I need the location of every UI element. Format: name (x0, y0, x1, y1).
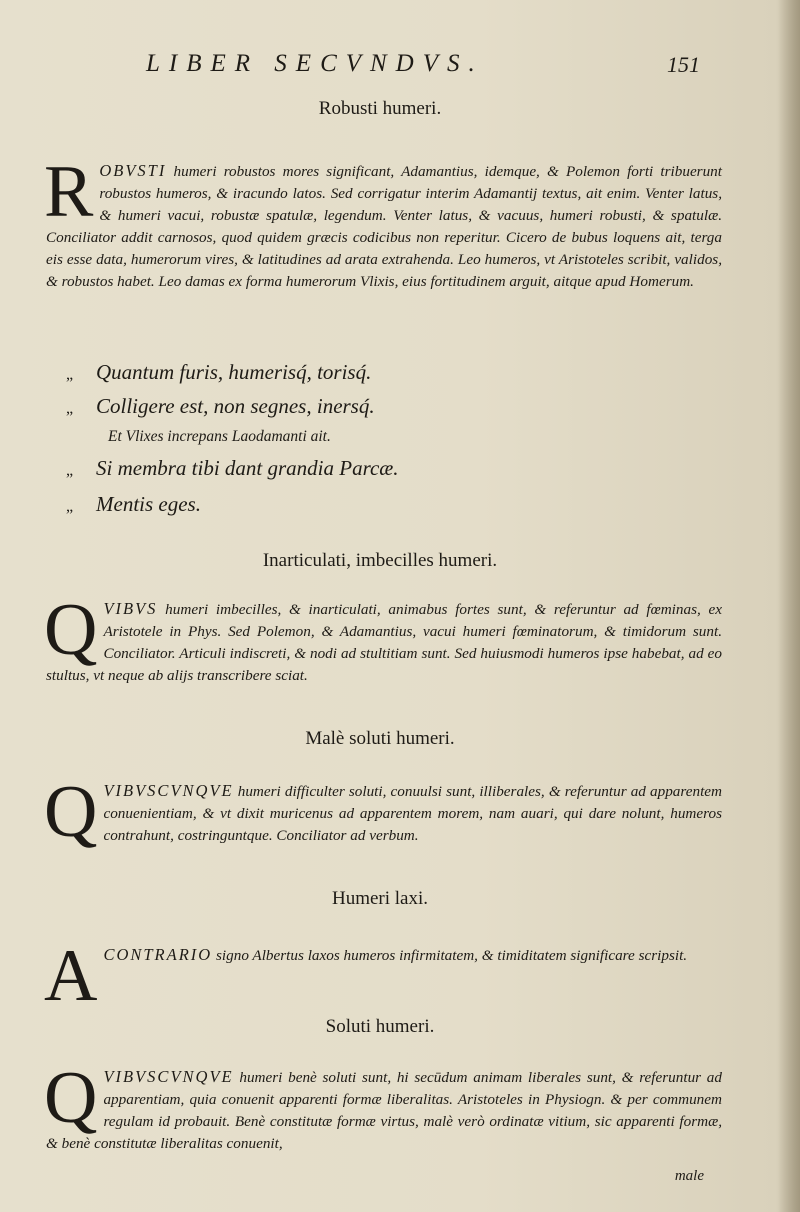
running-head (140, 50, 700, 80)
drop-cap: Q (44, 771, 98, 853)
paragraph-text: humeri benè soluti sunt, hi secūdum animam liberales sunt, & referuntur ad apparentiam, quia conuenit apparenti formæ liberalitas. Aristoteles in Physiogn. & per communem regulam id probauit. Benè constitutæ formæ virtus, malè verò ordinatæ vitium, sic apparenti formæ, & benè constitutæ liberalitas conuenit, (46, 1069, 722, 1152)
section-paragraph (44, 151, 722, 293)
drop-cap: A (44, 935, 98, 1017)
section-heading: Humeri laxi. (331, 888, 429, 909)
quote-mark: „ (66, 366, 74, 383)
verse-line (66, 360, 726, 385)
verse-line (66, 456, 726, 481)
section-paragraph (44, 935, 722, 1017)
page-number: 151 (667, 52, 700, 77)
section-heading: Malè soluti humeri. (305, 728, 455, 749)
verse-text: Quantum furis, humerisq́, torisq́. (96, 360, 372, 384)
lead-word: VIBVSCVNQVE (103, 1067, 234, 1086)
quote-mark: „ (66, 498, 74, 515)
drop-cap: Q (44, 1057, 98, 1139)
quote-mark: „ (66, 462, 74, 479)
catchword: male (674, 1168, 704, 1184)
section-heading: Soluti humeri. (325, 1016, 435, 1037)
section-paragraph (44, 1057, 722, 1155)
verse-text: Mentis eges. (96, 492, 201, 516)
verse-text: Si membra tibi dant grandia Parcæ. (96, 456, 399, 480)
section-paragraph (44, 771, 722, 853)
lead-word: OBVSTI (99, 161, 167, 180)
lead-word: CONTRARIO (103, 945, 213, 964)
verse-line (66, 394, 726, 419)
verse-narration: Et Vlixes increpans Laodamanti ait. (108, 428, 331, 445)
verse-text: Colligere est, non segnes, inersq́. (96, 394, 375, 418)
paragraph-text: humeri robustos mores significant, Adamantius, idemque, & Polemon forti tribuerunt robustos humeros, & iracundo latos. Sed corrigatur interim Adamantij textus, ait enim. Venter latus, & humeri vacui, robustæ spatulæ, legendum. Venter latus, & vacuus, humeri robusti, & spatulæ. Conciliator addit carnosos, quod quidem græcis codicibus non reperitur. Cicero de bubus loquens ait, terga eis esse data, humerorum vires, & latitudines ad arata extrahenda. Leo humeros, vt Aristoteles scribit, validos, & robustos habet. Leo damas ex forma humerorum Vlixis, eius fortitudinem arguit, aitque apud Homerum. (46, 163, 722, 290)
drop-cap: Q (44, 589, 98, 671)
section-paragraph (44, 589, 723, 687)
section-heading: Robusti humeri. (318, 98, 442, 119)
page-edge-shadow (778, 0, 800, 1212)
paragraph-text: humeri difficulter soluti, conuulsi sunt, illiberales, & referuntur ad apparentem conuenientiam, & vt dixit muricenus ad apparentem morem, nam auari, qui dare nolunt, humeros contrahunt, costringuntque. Conciliator ad verbum. (103, 783, 722, 844)
drop-cap: R (44, 151, 94, 233)
lead-word: VIBVS (103, 599, 158, 618)
paragraph-text: signo Albertus laxos humeros infirmitatem, & timiditatem significare scripsit. (216, 947, 688, 964)
verse-line (66, 492, 726, 517)
section-heading: Inarticulati, imbecilles humeri. (262, 550, 498, 571)
lead-word: VIBVSCVNQVE (103, 781, 234, 800)
paragraph-text: humeri imbecilles, & inarticulati, animabus fortes sunt, & referuntur ad fœminas, ex Aristotele in Phys. Sed Polemon, & Adamantius, vacui humeri fœminatorum, & timidorum sunt. Conciliator. Articuli indiscreti, & nodi ad stultitiam sunt. Sed huiusmodi humeros ipse habebat, ad eo stultus, vt neque ab alijs transcribere sciat. (46, 601, 723, 684)
quote-mark: „ (66, 400, 74, 417)
running-title: LIBER SECVNDVS. (146, 50, 484, 77)
